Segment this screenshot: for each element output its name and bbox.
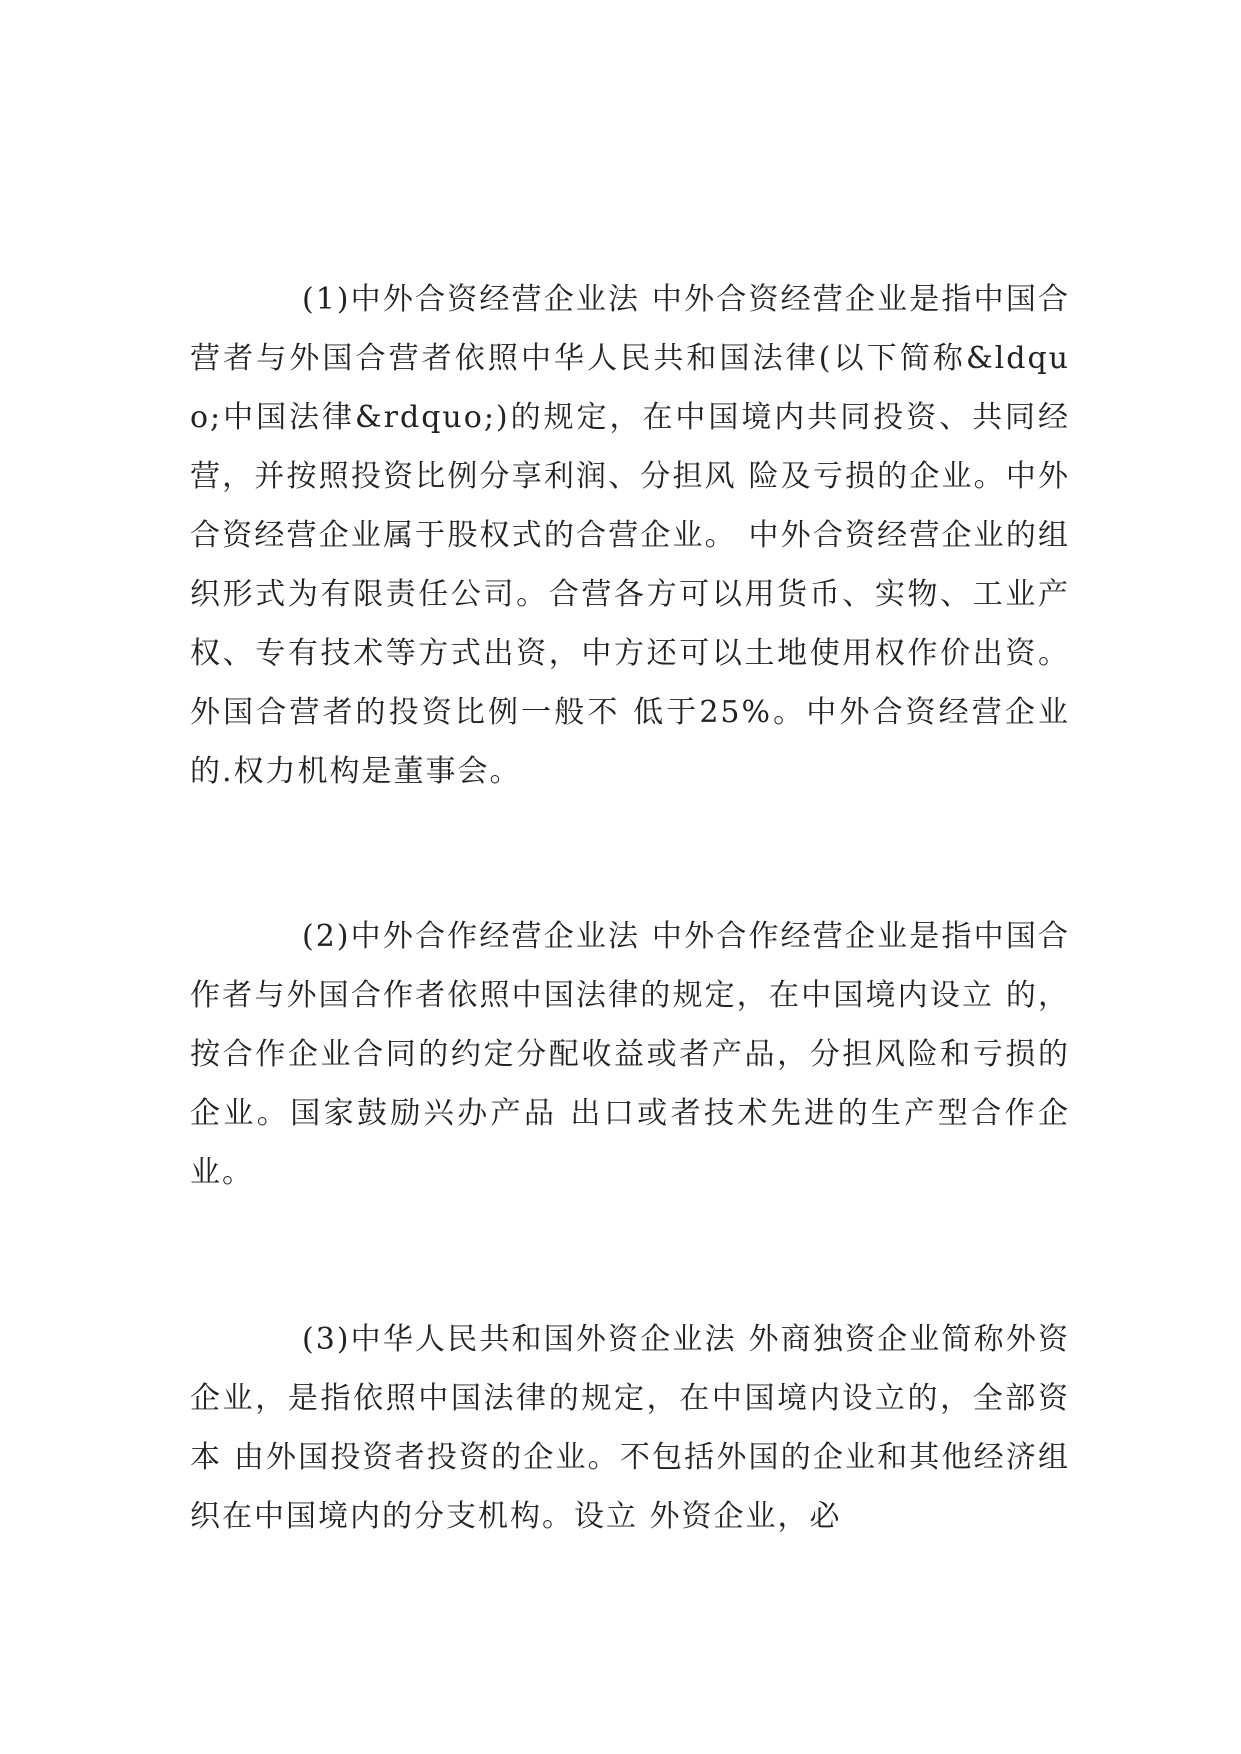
paragraph-2: (2)中外合作经营企业法 中外合作经营企业是指中国合作者与外国合作者依照中国法律的规定，在中国境内设立 的，按合作企业合同的约定分配收益或者产品，分担风险和亏损的企业。国家鼓励兴办产品 出口或者技术先进的生产型合作企业。 — [190, 919, 1070, 1190]
paragraph-3: (3)中华人民共和国外资企业法 外商独资企业简称外资企业，是指依照中国法律的规定，在中国境内设立的，全部资本 由外国投资者投资的企业。不包括外国的企业和其他经济组织在中国境内的分支机构。设立 外资企业，必 — [190, 1322, 1070, 1534]
paragraph-1: (1)中外合资经营企业法 中外合资经营企业是指中国合营者与外国合营者依照中华人民共和国法律(以下简称&ldquo;中国法律&rdquo;)的规定，在中国境内共同投资、共同经营，并按照投资比例分享利润、分担风 险及亏损的企业。中外合资经营企业属于股权式的合营企业。 中外合资经营企业的组织形式为有限责任公司。合营各方可以用货币、实物、工业产 权、专有技术等方式出资，中方还可以土地使用权作价出资。外国合营者的投资比例一般不 低于25%。中外合资经营企业的.权力机构是董事会。 — [190, 282, 1070, 789]
